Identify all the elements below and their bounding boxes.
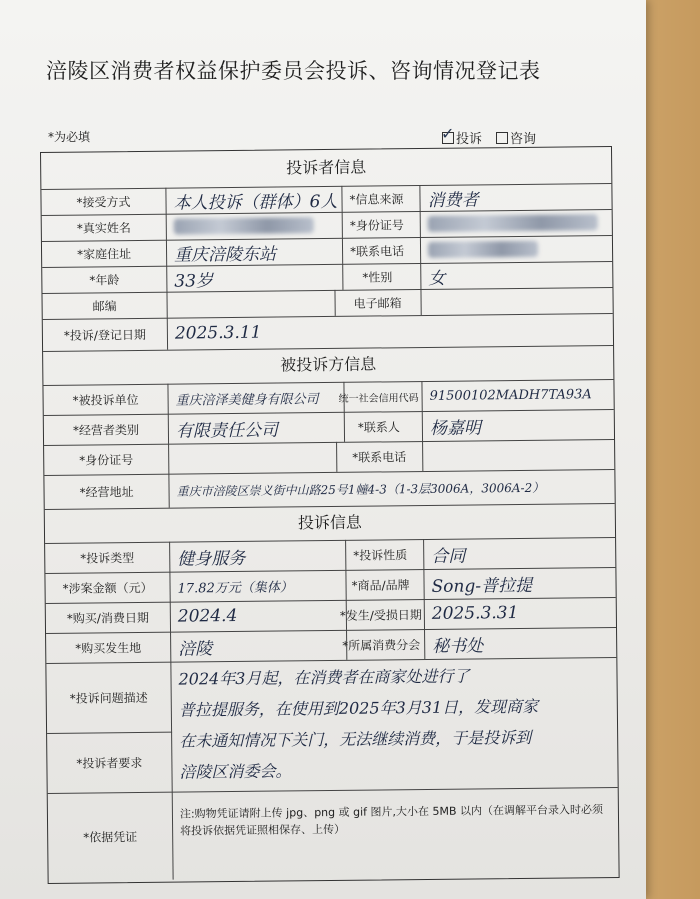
amount-value: 17.82万元（集体） xyxy=(169,570,346,602)
section-complainant: 投诉者信息 xyxy=(41,147,611,190)
row-description xyxy=(46,657,617,794)
gender-value: 女 xyxy=(428,268,446,289)
complaint-type-value: 健身服务 xyxy=(169,540,346,572)
required-note: *为必填 xyxy=(48,130,91,144)
option-complaint[interactable] xyxy=(442,128,482,147)
redaction-blur xyxy=(428,241,538,258)
description-line: 普拉提服务，在使用到2025年3月31日，发现商家 xyxy=(178,696,539,720)
registration-form xyxy=(40,146,620,884)
register-date-value: 2025.3.11 xyxy=(174,322,262,344)
redaction-blur xyxy=(174,217,314,234)
respondent-phone-label: *联系电话 xyxy=(336,441,423,472)
row-basis xyxy=(48,787,619,881)
description-text xyxy=(178,659,609,787)
description-line: 涪陵区消委会。 xyxy=(179,761,292,782)
postcode-label: 邮编 xyxy=(42,292,167,319)
phone-label: *联系电话 xyxy=(334,237,421,264)
branch-value: 秘书处 xyxy=(432,635,484,657)
basis-label: *依据凭证 xyxy=(48,792,174,881)
option-consult-label: 咨询 xyxy=(510,132,537,147)
unit-label: *被投诉单位 xyxy=(43,384,168,415)
business-address-value: 重庆市涪陵区崇义街中山路25号1幢4-3（1-3层3006A，3006A-2） xyxy=(176,480,545,499)
postcode-value xyxy=(166,290,335,318)
form-title: 涪陵区消费者权益保护委员会投诉、咨询情况登记表 xyxy=(46,59,541,83)
unit-value: 重庆涪泽美健身有限公司 xyxy=(167,382,344,414)
contact-label: *联系人 xyxy=(336,411,423,442)
credit-code-value: 91500102MADH7TA93A xyxy=(429,386,592,404)
credit-code-label: 统一社会信用代码 xyxy=(335,381,422,412)
email-label: 电子邮箱 xyxy=(334,289,421,316)
accept-method-label: *接受方式 xyxy=(41,188,166,215)
info-source-label: *信息来源 xyxy=(333,185,420,212)
section-complaint: 投诉信息 xyxy=(45,503,615,544)
description-label: *投诉问题描述 xyxy=(46,662,172,733)
basis-note: 注:购物凭证请附上传 jpg、png 或 gif 图片,大小在 5MB 以内（在调解平台录入时必须将投诉依据凭证照相保存、上传） xyxy=(179,803,604,838)
incident-date-label: *发生/受损日期 xyxy=(338,599,425,630)
checkbox-complaint-icon[interactable] xyxy=(442,132,454,144)
redaction-blur xyxy=(428,214,598,232)
option-complaint-label: 投诉 xyxy=(456,132,483,147)
complaint-nature-label: *投诉性质 xyxy=(337,539,424,570)
email-value xyxy=(420,287,612,315)
checkbox-consult-icon[interactable] xyxy=(496,132,508,144)
register-date-label: *投诉/登记日期 xyxy=(43,318,168,351)
description-line: 在未通知情况下关门，无法继续消费，于是投诉到 xyxy=(179,727,532,751)
brand-value: Song-普拉提 xyxy=(431,575,533,597)
type-options xyxy=(442,128,536,147)
incident-date-value: 2025.3.31 xyxy=(431,603,519,624)
operator-type-label: *经营者类别 xyxy=(44,414,169,445)
gender-label: *性别 xyxy=(334,263,421,290)
respondent-phone-value xyxy=(422,439,614,471)
description-line: 2024年3月起，在消费者在商家处进行了 xyxy=(178,666,470,689)
phone-value-redacted xyxy=(420,235,620,263)
address-label: *家庭住址 xyxy=(42,240,167,267)
age-label: *年龄 xyxy=(42,266,167,293)
purchase-date-label: *购买/消费日期 xyxy=(46,602,171,633)
name-value-redacted xyxy=(166,212,343,240)
age-value: 33岁 xyxy=(166,264,343,292)
branch-label: *所属消费分会 xyxy=(338,629,425,660)
request-label: *投诉者要求 xyxy=(47,732,173,793)
section-respondent: 被投诉方信息 xyxy=(43,345,613,386)
name-label: *真实姓名 xyxy=(42,214,167,241)
address-value: 重庆涪陵东站 xyxy=(166,238,343,266)
id-value-redacted xyxy=(420,209,620,237)
place-value: 涪陵 xyxy=(170,630,347,662)
operator-type-value: 有限责任公司 xyxy=(168,412,345,444)
contact-value: 杨嘉明 xyxy=(429,417,482,439)
id-label: *身份证号 xyxy=(334,211,421,238)
amount-label: *涉案金额（元） xyxy=(45,572,170,603)
business-address-label: *经营地址 xyxy=(44,474,169,509)
place-label: *购买发生地 xyxy=(46,632,171,663)
complaint-type-label: *投诉类型 xyxy=(45,542,170,573)
purchase-date-value: 2024.4 xyxy=(170,600,347,632)
respondent-id-value xyxy=(168,442,337,474)
accept-method-value: 本人投诉（群体）6人 xyxy=(165,186,342,214)
option-consult[interactable] xyxy=(496,128,536,147)
info-source-value: 消费者 xyxy=(427,189,479,211)
complaint-nature-value: 合同 xyxy=(431,546,466,567)
respondent-id-label: *身份证号 xyxy=(44,444,169,475)
brand-label: *商品/品牌 xyxy=(337,569,424,600)
